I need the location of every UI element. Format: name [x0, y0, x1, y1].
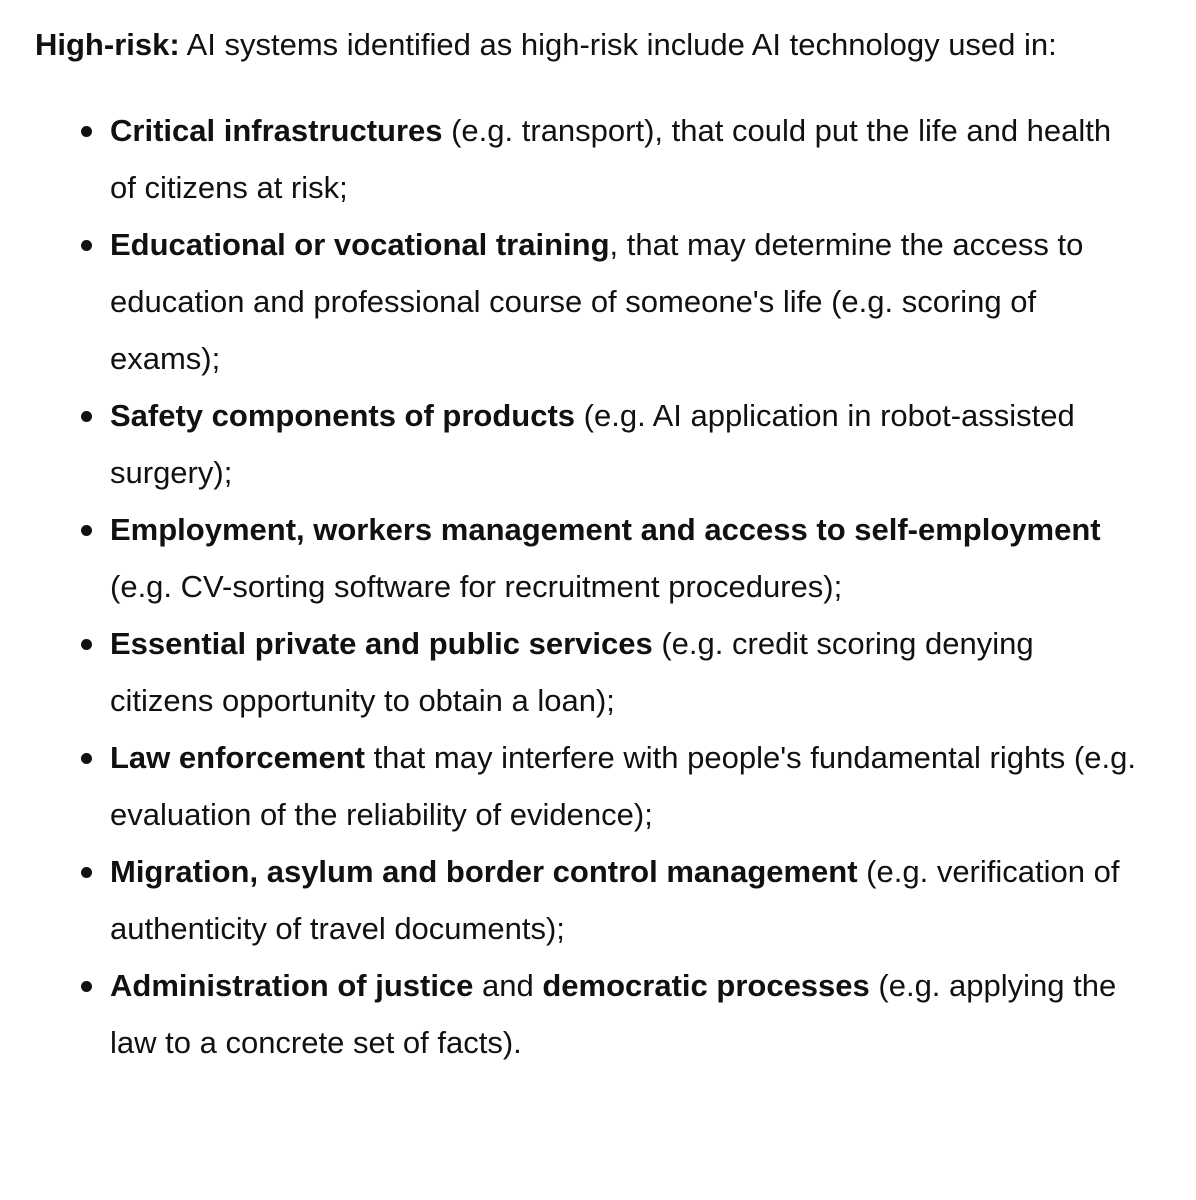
list-item-safety-components [110, 387, 1140, 501]
item-bold-text-2: democratic processes [542, 968, 870, 1003]
list-item-justice [110, 957, 1140, 1071]
intro-paragraph [35, 16, 1135, 73]
bullet-icon [81, 981, 92, 992]
bullet-icon [81, 525, 92, 536]
item-bold-text: Educational or vocational training [110, 227, 610, 262]
item-bold-text: Migration, asylum and border control management [110, 854, 858, 889]
item-text: (e.g. AI application in robot-assisted surgery); [110, 398, 1075, 490]
bullet-icon [81, 753, 92, 764]
list-item-employment [110, 501, 1140, 615]
item-bold-text: Critical infrastructures [110, 113, 443, 148]
high-risk-list [35, 102, 1136, 1071]
item-bold-text: Law enforcement [110, 740, 365, 775]
item-text: (e.g. verification of authenticity of travel documents); [110, 854, 1120, 946]
item-bold-text: Administration of justice [110, 968, 474, 1003]
list-item-law-enforcement [110, 729, 1140, 843]
bullet-icon [81, 639, 92, 650]
list-item-education [110, 216, 1140, 387]
item-text: and [473, 968, 543, 1003]
list-item-critical-infrastructures [110, 102, 1140, 216]
item-text-2: (e.g. applying the law to a concrete set of facts). [110, 968, 1117, 1060]
item-text: (e.g. transport), that could put the life and health of citizens at risk; [110, 113, 1112, 205]
intro-label: High-risk: [35, 27, 180, 62]
item-bold-text: Safety components of products [110, 398, 576, 433]
bullet-icon [81, 126, 92, 137]
item-bold-text: Essential private and public services [110, 626, 653, 661]
intro-text: AI systems identified as high-risk include AI technology used in: [179, 27, 1057, 62]
bullet-icon [81, 411, 92, 422]
item-text: , that may determine the access to education and professional course of someone's life (e.g. scoring of exams); [110, 227, 1084, 376]
list-item-essential-services [110, 615, 1140, 729]
item-text: (e.g. CV-sorting software for recruitment procedures); [110, 569, 843, 604]
item-bold-text: Employment, workers management and access to self-employment [110, 512, 1101, 547]
bullet-icon [81, 867, 92, 878]
bullet-icon [81, 240, 92, 251]
list-item-migration [110, 843, 1140, 957]
item-text: that may interfere with people's fundamental rights (e.g. evaluation of the reliability of evidence); [110, 740, 1136, 832]
item-text: (e.g. credit scoring denying citizens opportunity to obtain a loan); [110, 626, 1034, 718]
